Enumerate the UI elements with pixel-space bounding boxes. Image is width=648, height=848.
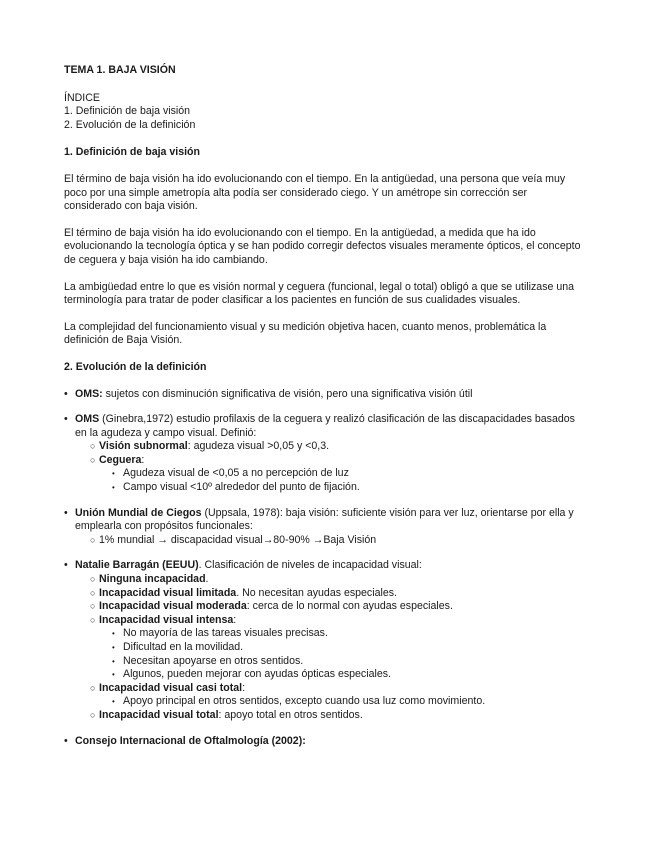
index-item-1: 1. Definición de baja visión xyxy=(64,105,191,118)
sub-sub-item-text: Algunos, pueden mejorar con ayudas ópticas especiales. xyxy=(123,668,391,681)
bullet-icon: • xyxy=(64,734,68,747)
index-heading: ÍNDICE xyxy=(64,91,100,104)
bullet-icon: • xyxy=(64,559,68,572)
sub-item-label: Incapacidad visual limitada xyxy=(99,586,237,599)
sub-sub-item-text: Necesitan apoyarse en otros sentidos. xyxy=(123,654,304,667)
circle-bullet-icon: ○ xyxy=(90,454,96,465)
sub-sub-item xyxy=(64,668,584,682)
bullet-union-mundial-ciegos xyxy=(64,507,584,548)
sub-item xyxy=(64,587,584,601)
circle-bullet-icon: ○ xyxy=(90,441,96,452)
bullet-umc-text: (Uppsala, 1978): baja visión: suficiente visión para ver luz, orientarse por ella y emplearla con propósitos funcionales: xyxy=(75,506,574,533)
bullet-oms xyxy=(64,388,584,402)
section-2-heading: 2. Evolución de la definición xyxy=(64,360,207,373)
sub-sub-item xyxy=(64,655,584,669)
bullet-oms-ginebra-label: OMS xyxy=(75,413,100,426)
small-bullet-icon: • xyxy=(112,629,115,639)
sub-item xyxy=(64,534,584,548)
sub-sub-item xyxy=(64,467,584,481)
sub-item-label: Incapacidad visual casi total xyxy=(99,681,243,694)
sub-item-label: Ninguna incapacidad xyxy=(99,573,206,586)
sub-item-text: : apoyo total en otros sentidos. xyxy=(218,708,363,721)
bullet-oms-ginebra-text: (Ginebra,1972) estudio profilaxis de la ceguera y realizó clasificación de las discapacidades basados en la agudeza y campo visual. Definió: xyxy=(75,413,575,439)
sub-item-label: Visión subnormal xyxy=(99,440,188,453)
bullet-cio-label: Consejo Internacional de Oftalmología (2002): xyxy=(75,734,306,747)
sub-sub-item-text: No mayoría de las tareas visuales precisas. xyxy=(123,627,328,640)
sub-item-text: . No necesitan ayudas especiales. xyxy=(236,586,397,599)
bullet-icon: • xyxy=(64,506,68,519)
bullet-oms-ginebra xyxy=(64,413,584,495)
sub-sub-item xyxy=(64,695,584,709)
small-bullet-icon: • xyxy=(112,670,115,680)
circle-bullet-icon: ○ xyxy=(90,601,96,612)
bullet-natalie-barragan xyxy=(64,559,584,722)
sub-item xyxy=(64,600,584,614)
small-bullet-icon: • xyxy=(112,483,115,493)
sub-item xyxy=(64,709,584,723)
sub-item-text: : cerca de lo normal con ayudas especiales. xyxy=(246,600,453,613)
small-bullet-icon: • xyxy=(112,656,115,666)
section-1-heading: 1. Definición de baja visión xyxy=(64,146,200,159)
circle-bullet-icon: ○ xyxy=(90,534,96,545)
sub-sub-item-text: Apoyo principal en otros sentidos, excepto cuando usa luz como movimiento. xyxy=(123,695,486,708)
sub-sub-item-text: Campo visual <10º alrededor del punto de fijación. xyxy=(123,481,360,494)
document-page xyxy=(64,64,584,760)
sub-sub-item-text: Agudeza visual de <0,05 a no percepción de luz xyxy=(123,467,349,480)
circle-bullet-icon: ○ xyxy=(90,682,96,693)
sub-item-label: Incapacidad visual total xyxy=(99,708,219,721)
bullet-oms-text: sujetos con disminución significativa de visión, pero una significativa visión útil xyxy=(102,387,473,400)
small-bullet-icon: • xyxy=(112,643,115,652)
small-bullet-icon: • xyxy=(112,697,115,707)
sub-item xyxy=(64,682,584,696)
section-1-paragraph: El término de baja visión ha ido evolucionando con el tiempo. En la antigüedad, a medida que ha ido evolucionando la tecnología óptica y se han podido corregir defectos visuales meramente ópticos, el concepto de ceguera y baja visión ha ido cambiando. xyxy=(64,226,581,266)
sub-item-text: 1% mundial → discapacidad visual→80-90% →Baja Visión xyxy=(99,533,377,546)
bullet-umc-label: Unión Mundial de Ciegos xyxy=(75,506,202,519)
sub-sub-item xyxy=(64,627,584,641)
sub-sub-item xyxy=(64,641,584,655)
sub-item-text: : agudeza visual >0,05 y <0,3. xyxy=(187,440,330,453)
circle-bullet-icon: ○ xyxy=(90,574,96,585)
sub-item-label: Incapacidad visual moderada xyxy=(99,600,247,613)
sub-item xyxy=(64,440,584,454)
bullet-consejo-oftalmologia xyxy=(64,735,584,749)
index-block xyxy=(64,92,584,133)
bullet-icon: • xyxy=(64,387,68,400)
circle-bullet-icon: ○ xyxy=(90,587,96,598)
sub-item xyxy=(64,614,584,628)
circle-bullet-icon: ○ xyxy=(90,614,96,625)
sub-item-label: Incapacidad visual intensa xyxy=(99,613,234,626)
circle-bullet-icon: ○ xyxy=(90,709,96,720)
section-1-paragraph: El término de baja visión ha ido evolucionando con el tiempo. En la antigüedad, una persona que veía muy poco por una simple ametropía alta podía ser considerado ciego. Y un amétrope sin corrección ser considerado con baja visión. xyxy=(64,172,566,213)
small-bullet-icon: • xyxy=(112,469,115,479)
sub-item-text: : xyxy=(233,613,237,626)
document-title: TEMA 1. BAJA VISIÓN xyxy=(64,64,176,76)
sub-item-text: . xyxy=(205,573,209,586)
sub-sub-item-text: Dificultad en la movilidad. xyxy=(123,641,244,653)
sub-item xyxy=(64,573,584,587)
section-1-paragraph: La ambigüedad entre lo que es visión normal y ceguera (funcional, legal o total) obligó a que se utilizase una terminología para tratar de poder clasificar a los pacientes en función de sus cualidades visuales. xyxy=(64,280,575,307)
sub-item-text: : xyxy=(242,681,246,694)
section-1-paragraph: La complejidad del funcionamiento visual y su medición objetiva hacen, cuanto menos, problemática la definición de Baja Visión. xyxy=(64,320,547,347)
bullet-oms-label: OMS: xyxy=(75,387,103,400)
bullet-barragan-text: . Clasificación de niveles de incapacidad visual: xyxy=(198,559,422,572)
sub-item xyxy=(64,454,584,468)
sub-item-label: Ceguera xyxy=(99,453,142,466)
bullet-barragan-label: Natalie Barragán (EEUU) xyxy=(75,559,199,572)
bullet-icon: • xyxy=(64,413,68,426)
sub-item-text: : xyxy=(141,453,145,466)
index-item-2: 2. Evolución de la definición xyxy=(64,118,196,131)
sub-sub-item xyxy=(64,481,584,495)
